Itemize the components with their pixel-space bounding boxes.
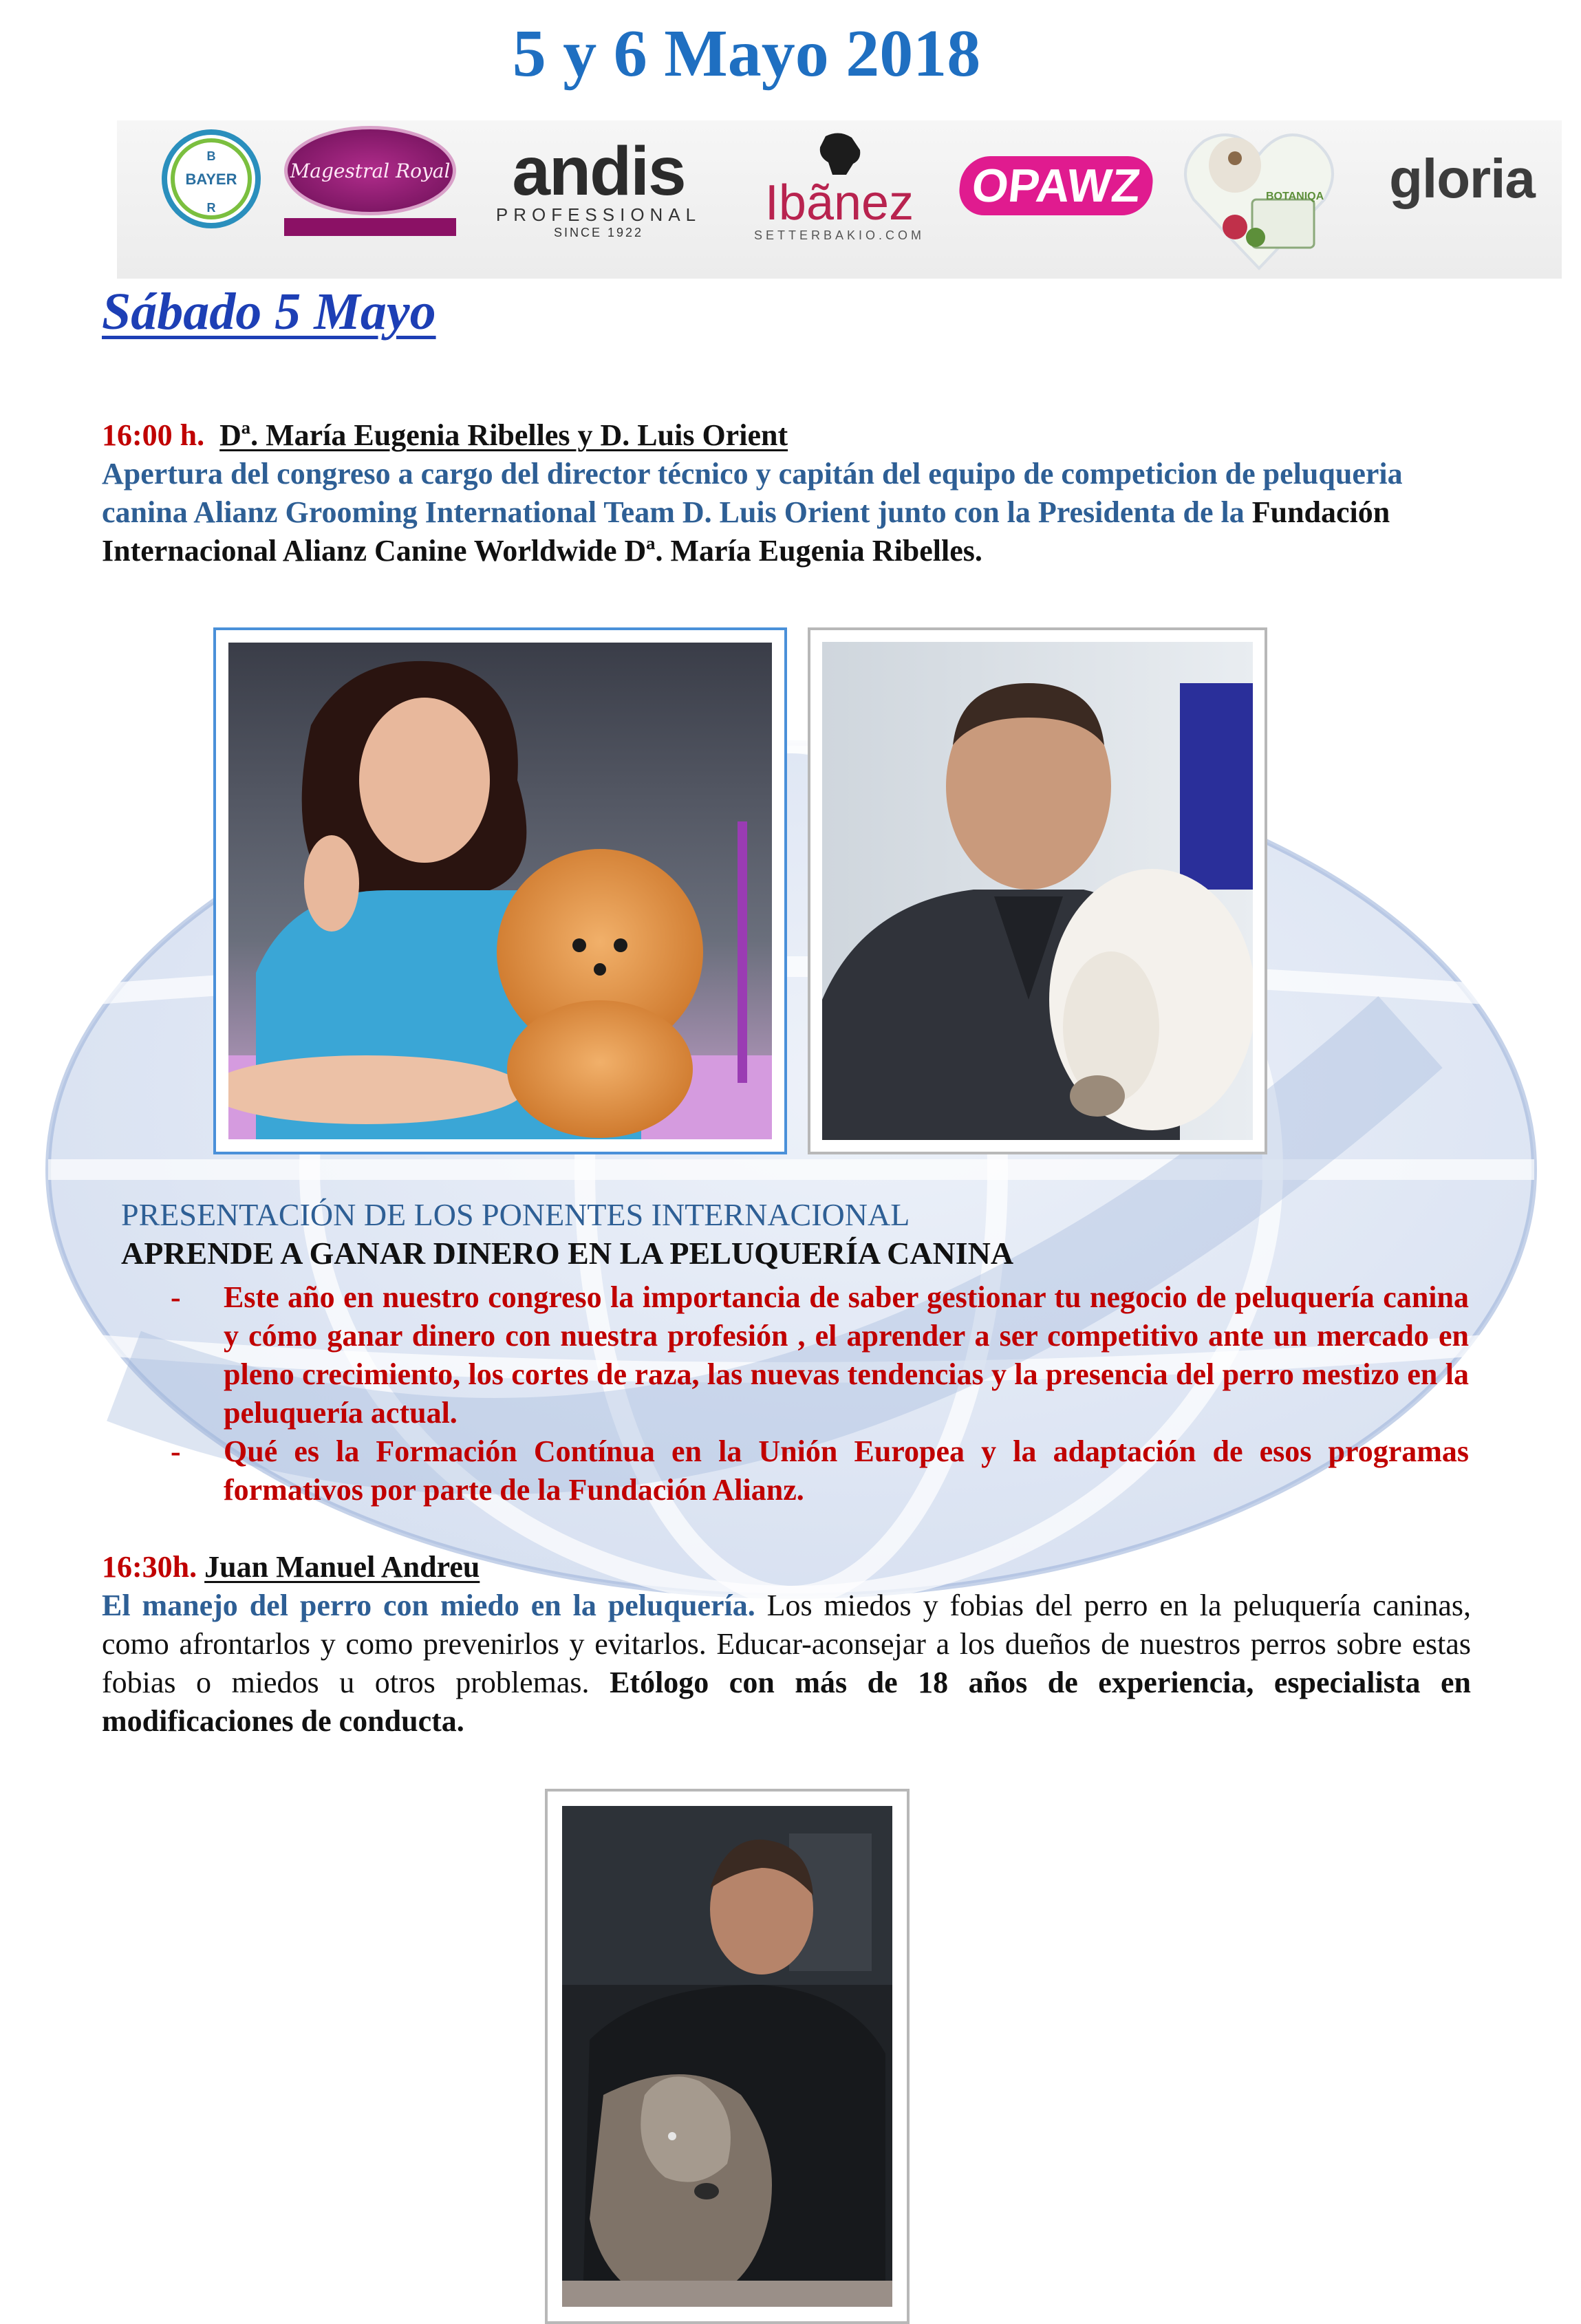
list-item: - Este año en nuestro congreso la importancia de saber gestionar tu negocio de peluquería canina y cómo ganar dinero con nuestra profesión , el aprender a ser competitivo ante un mercado en pleno crecimiento, los cortes de raza, las nuevas tendencias y la presencia del perro mestizo en la peluquería actual. [171,1280,1469,1430]
session1-time: 16:00 h. [102,418,205,452]
day-heading: Sábado 5 Mayo [102,283,436,341]
page-title: 5 y 6 Mayo 2018 [512,17,981,91]
gloria-logo: gloria [1389,148,1535,209]
opawz-logo: OPAWZ [956,148,1156,224]
speaker-photo-maria-eugenia [213,627,787,1154]
svg-text:B: B [206,149,216,163]
list-item: - Qué es la Formación Contínua en la Unión Europea y la adaptación de esos programas formativos por parte de la Fundación Alianz. [171,1434,1469,1507]
ibanez-logo: Ibãnez SETTERBAKIO.COM [736,127,943,244]
session2-speaker: Juan Manuel Andreu [204,1550,480,1584]
presentation-subheading: APRENDE A GANAR DINERO EN LA PELUQUERÍA CANINA [121,1236,1014,1271]
bayer-logo [160,127,263,230]
sponsor-strip [117,120,1562,279]
dog-head-icon [812,129,867,177]
magestral-royal-logo: Magestral Royal [281,126,460,236]
session2-header [102,1548,1471,1586]
presentation-heading: PRESENTACIÓN DE LOS PONENTES INTERNACIONAL [121,1197,910,1232]
session1-header [102,416,1471,455]
presentation-bullets [165,1278,1469,1509]
session1-block [102,416,1471,570]
speaker-photo-juan-manuel [545,1789,910,2324]
botaniqa-logo: BOTANIQA [1176,122,1342,273]
session2-description: El manejo del perro con miedo en la peluquería. Los miedos y fobias del perro en la peluquería caninas, como afrontarlos y como prevenirlos y evitarlos. Educar-aconsejar a los dueños de nuestros perros sobre estas fobias o miedos u otros problemas. Etólogo con más de 18 años de experiencia, especialista en modificaciones de conducta. [102,1589,1472,1738]
andis-logo: andis PROFESSIONAL SINCE 1922 [495,133,702,239]
session1-description: Apertura del congreso a cargo del director técnico y capitán del equipo de competicion de peluqueria canina Alianz Grooming International Team D. Luis Orient junto con la Presidenta de la Fundación Internacional Alianz Canine Worldwide Dª. María Eugenia Ribelles. [102,457,1403,568]
session1-speakers: Dª. María Eugenia Ribelles y D. Luis Orient [219,418,788,452]
svg-text:BAYER: BAYER [185,171,237,188]
speaker-photo-luis-orient [808,627,1267,1154]
session2-time: 16:30h. [102,1550,197,1584]
presentation-block [121,1196,1470,1273]
session2-block [102,1548,1471,1741]
svg-text:R: R [206,201,216,215]
